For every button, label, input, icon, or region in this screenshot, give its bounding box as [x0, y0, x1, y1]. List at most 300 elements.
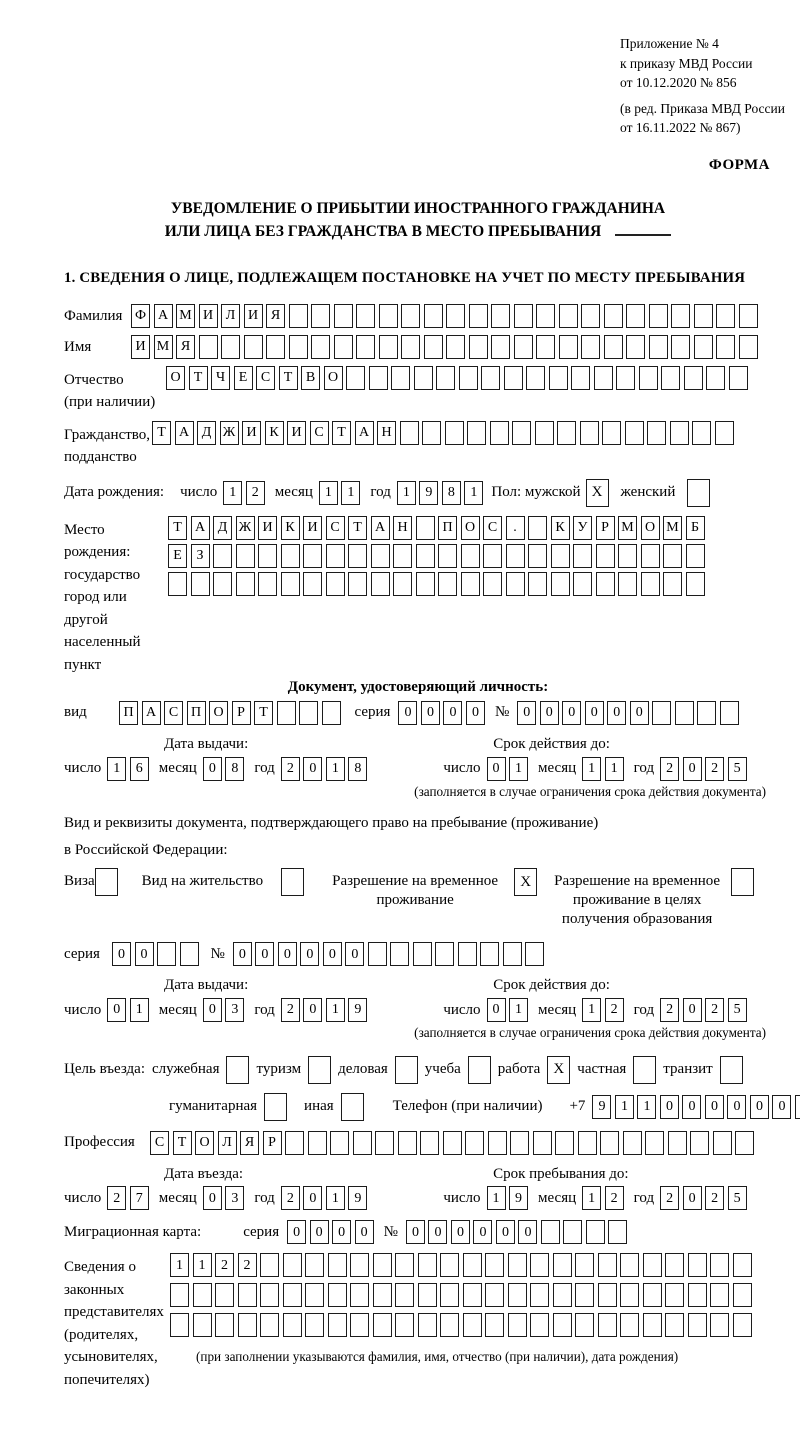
char-box[interactable] — [440, 1253, 459, 1277]
char-box[interactable] — [508, 1253, 527, 1277]
char-box[interactable] — [368, 942, 387, 966]
char-box[interactable] — [463, 1283, 482, 1307]
char-box[interactable] — [649, 335, 668, 359]
char-box[interactable]: 2 — [246, 481, 265, 505]
char-box[interactable] — [598, 1283, 617, 1307]
char-box[interactable] — [563, 1220, 582, 1244]
char-box[interactable]: 9 — [419, 481, 438, 505]
char-box[interactable]: С — [483, 516, 502, 540]
char-box[interactable] — [371, 572, 390, 596]
char-box[interactable]: 0 — [750, 1095, 769, 1119]
char-box[interactable] — [458, 942, 477, 966]
char-box[interactable] — [530, 1253, 549, 1277]
char-box[interactable]: 0 — [630, 701, 649, 725]
char-box[interactable] — [508, 1313, 527, 1337]
char-box[interactable]: 2 — [238, 1253, 257, 1277]
char-box[interactable] — [258, 572, 277, 596]
char-box[interactable]: Д — [213, 516, 232, 540]
char-box[interactable] — [594, 366, 613, 390]
char-box[interactable]: 2 — [281, 1186, 300, 1210]
char-box[interactable] — [413, 942, 432, 966]
char-box[interactable]: 8 — [442, 481, 461, 505]
char-box[interactable] — [348, 544, 367, 568]
char-box[interactable] — [536, 335, 555, 359]
char-box[interactable]: 1 — [170, 1253, 189, 1277]
char-box[interactable] — [281, 572, 300, 596]
char-box[interactable]: Ч — [211, 366, 230, 390]
char-box[interactable]: Т — [332, 421, 351, 445]
char-box[interactable]: А — [371, 516, 390, 540]
char-box[interactable] — [618, 544, 637, 568]
char-box[interactable] — [578, 1131, 597, 1155]
char-box[interactable] — [191, 572, 210, 596]
char-box[interactable] — [528, 516, 547, 540]
char-box[interactable] — [580, 421, 599, 445]
purpose-humanitarian-checkbox[interactable] — [264, 1093, 287, 1121]
char-box[interactable]: 0 — [345, 942, 364, 966]
char-box[interactable] — [440, 1283, 459, 1307]
char-box[interactable] — [170, 1283, 189, 1307]
char-box[interactable] — [438, 544, 457, 568]
char-box[interactable] — [266, 335, 285, 359]
char-box[interactable]: Т — [173, 1131, 192, 1155]
char-box[interactable]: 0 — [355, 1220, 374, 1244]
char-box[interactable] — [710, 1253, 729, 1277]
char-box[interactable]: 1 — [397, 481, 416, 505]
char-box[interactable] — [305, 1313, 324, 1337]
char-box[interactable] — [395, 1313, 414, 1337]
char-box[interactable] — [485, 1313, 504, 1337]
char-box[interactable]: Р — [596, 516, 615, 540]
char-box[interactable] — [170, 1313, 189, 1337]
purpose-private-checkbox[interactable] — [633, 1056, 656, 1084]
char-box[interactable] — [285, 1131, 304, 1155]
char-box[interactable] — [661, 366, 680, 390]
char-box[interactable] — [581, 335, 600, 359]
char-box[interactable]: 2 — [605, 1186, 624, 1210]
char-box[interactable]: 0 — [406, 1220, 425, 1244]
char-box[interactable] — [353, 1131, 372, 1155]
char-box[interactable]: 1 — [326, 1186, 345, 1210]
char-box[interactable] — [283, 1313, 302, 1337]
char-box[interactable]: И — [244, 304, 263, 328]
char-box[interactable] — [686, 544, 705, 568]
char-box[interactable]: 8 — [225, 757, 244, 781]
char-box[interactable] — [334, 335, 353, 359]
char-box[interactable] — [604, 335, 623, 359]
char-box[interactable]: 0 — [443, 701, 462, 725]
char-box[interactable] — [710, 1313, 729, 1337]
char-box[interactable] — [483, 572, 502, 596]
char-box[interactable] — [598, 1313, 617, 1337]
char-box[interactable] — [459, 366, 478, 390]
char-box[interactable]: 9 — [348, 1186, 367, 1210]
char-box[interactable] — [729, 366, 748, 390]
char-box[interactable] — [418, 1253, 437, 1277]
char-box[interactable] — [551, 572, 570, 596]
char-box[interactable] — [311, 335, 330, 359]
char-box[interactable]: А — [154, 304, 173, 328]
char-box[interactable] — [168, 572, 187, 596]
char-box[interactable]: М — [154, 335, 173, 359]
char-box[interactable]: О — [324, 366, 343, 390]
char-box[interactable] — [553, 1283, 572, 1307]
char-box[interactable] — [697, 701, 716, 725]
char-box[interactable] — [485, 1253, 504, 1277]
char-box[interactable] — [438, 572, 457, 596]
char-box[interactable]: С — [164, 701, 183, 725]
char-box[interactable]: И — [242, 421, 261, 445]
char-box[interactable] — [739, 304, 758, 328]
char-box[interactable] — [665, 1283, 684, 1307]
char-box[interactable] — [371, 544, 390, 568]
char-box[interactable] — [480, 942, 499, 966]
char-box[interactable] — [416, 516, 435, 540]
char-box[interactable]: 8 — [348, 757, 367, 781]
char-box[interactable]: 9 — [509, 1186, 528, 1210]
char-box[interactable] — [647, 421, 666, 445]
char-box[interactable]: Т — [348, 516, 367, 540]
char-box[interactable] — [277, 701, 296, 725]
char-box[interactable] — [469, 335, 488, 359]
char-box[interactable] — [528, 544, 547, 568]
char-box[interactable]: 0 — [303, 998, 322, 1022]
char-box[interactable]: 2 — [281, 998, 300, 1022]
char-box[interactable]: 1 — [605, 757, 624, 781]
char-box[interactable] — [281, 544, 300, 568]
char-box[interactable] — [549, 366, 568, 390]
char-box[interactable] — [688, 1253, 707, 1277]
char-box[interactable] — [694, 304, 713, 328]
char-box[interactable]: 0 — [683, 1186, 702, 1210]
char-box[interactable] — [688, 1283, 707, 1307]
char-box[interactable] — [400, 421, 419, 445]
char-box[interactable]: 2 — [281, 757, 300, 781]
char-box[interactable] — [506, 572, 525, 596]
char-box[interactable] — [236, 572, 255, 596]
temp-residence-checkbox[interactable]: X — [514, 868, 537, 896]
char-box[interactable]: 5 — [728, 757, 747, 781]
char-box[interactable] — [514, 304, 533, 328]
char-box[interactable]: 0 — [466, 701, 485, 725]
char-box[interactable]: И — [303, 516, 322, 540]
char-box[interactable] — [573, 544, 592, 568]
char-box[interactable] — [373, 1313, 392, 1337]
char-box[interactable]: К — [265, 421, 284, 445]
char-box[interactable] — [328, 1253, 347, 1277]
char-box[interactable] — [213, 544, 232, 568]
char-box[interactable]: Л — [218, 1131, 237, 1155]
char-box[interactable] — [571, 366, 590, 390]
char-box[interactable] — [641, 544, 660, 568]
char-box[interactable]: 2 — [660, 757, 679, 781]
purpose-transit-checkbox[interactable] — [720, 1056, 743, 1084]
char-box[interactable] — [530, 1313, 549, 1337]
char-box[interactable] — [446, 335, 465, 359]
char-box[interactable] — [260, 1313, 279, 1337]
char-box[interactable]: И — [131, 335, 150, 359]
visa-checkbox[interactable] — [95, 868, 118, 896]
char-box[interactable] — [414, 366, 433, 390]
char-box[interactable] — [463, 1253, 482, 1277]
temp-residence-education-checkbox[interactable] — [731, 868, 754, 896]
char-box[interactable] — [221, 335, 240, 359]
char-box[interactable] — [395, 1253, 414, 1277]
char-box[interactable] — [348, 572, 367, 596]
char-box[interactable]: 0 — [518, 1220, 537, 1244]
char-box[interactable] — [308, 1131, 327, 1155]
char-box[interactable] — [671, 304, 690, 328]
char-box[interactable] — [215, 1283, 234, 1307]
char-box[interactable] — [391, 366, 410, 390]
char-box[interactable]: С — [256, 366, 275, 390]
char-box[interactable] — [483, 544, 502, 568]
char-box[interactable] — [305, 1283, 324, 1307]
char-box[interactable] — [350, 1283, 369, 1307]
char-box[interactable] — [418, 1313, 437, 1337]
char-box[interactable] — [393, 544, 412, 568]
char-box[interactable]: 0 — [107, 998, 126, 1022]
char-box[interactable] — [694, 335, 713, 359]
char-box[interactable] — [424, 304, 443, 328]
char-box[interactable]: Ф — [131, 304, 150, 328]
char-box[interactable]: С — [310, 421, 329, 445]
char-box[interactable] — [289, 304, 308, 328]
char-box[interactable] — [608, 1220, 627, 1244]
char-box[interactable]: 0 — [705, 1095, 724, 1119]
char-box[interactable] — [643, 1283, 662, 1307]
char-box[interactable] — [467, 421, 486, 445]
char-box[interactable]: 1 — [582, 998, 601, 1022]
char-box[interactable]: Я — [240, 1131, 259, 1155]
char-box[interactable] — [326, 544, 345, 568]
char-box[interactable] — [551, 544, 570, 568]
char-box[interactable]: 2 — [705, 1186, 724, 1210]
char-box[interactable]: 1 — [319, 481, 338, 505]
char-box[interactable] — [626, 335, 645, 359]
char-box[interactable] — [401, 304, 420, 328]
char-box[interactable] — [710, 1283, 729, 1307]
char-box[interactable] — [602, 421, 621, 445]
char-box[interactable] — [328, 1283, 347, 1307]
char-box[interactable] — [541, 1220, 560, 1244]
char-box[interactable] — [435, 942, 454, 966]
char-box[interactable]: Т — [254, 701, 273, 725]
char-box[interactable]: 1 — [509, 757, 528, 781]
purpose-official-checkbox[interactable] — [226, 1056, 249, 1084]
char-box[interactable]: О — [195, 1131, 214, 1155]
char-box[interactable] — [618, 572, 637, 596]
char-box[interactable] — [485, 1283, 504, 1307]
char-box[interactable]: 2 — [705, 998, 724, 1022]
char-box[interactable]: З — [191, 544, 210, 568]
char-box[interactable] — [575, 1253, 594, 1277]
char-box[interactable] — [418, 1283, 437, 1307]
char-box[interactable]: К — [281, 516, 300, 540]
char-box[interactable] — [356, 304, 375, 328]
char-box[interactable]: О — [166, 366, 185, 390]
char-box[interactable] — [598, 1253, 617, 1277]
char-box[interactable]: И — [258, 516, 277, 540]
char-box[interactable] — [715, 421, 734, 445]
char-box[interactable] — [506, 544, 525, 568]
char-box[interactable]: П — [438, 516, 457, 540]
char-box[interactable] — [626, 304, 645, 328]
purpose-work-checkbox[interactable]: X — [547, 1056, 570, 1084]
char-box[interactable]: П — [119, 701, 138, 725]
char-box[interactable]: 0 — [487, 757, 506, 781]
char-box[interactable] — [573, 572, 592, 596]
char-box[interactable] — [604, 304, 623, 328]
char-box[interactable] — [581, 304, 600, 328]
char-box[interactable]: 0 — [496, 1220, 515, 1244]
char-box[interactable] — [643, 1253, 662, 1277]
char-box[interactable] — [503, 942, 522, 966]
char-box[interactable]: П — [187, 701, 206, 725]
char-box[interactable]: 0 — [135, 942, 154, 966]
char-box[interactable] — [504, 366, 523, 390]
char-box[interactable] — [720, 701, 739, 725]
char-box[interactable] — [716, 335, 735, 359]
char-box[interactable]: Т — [279, 366, 298, 390]
char-box[interactable]: 2 — [215, 1253, 234, 1277]
char-box[interactable] — [533, 1131, 552, 1155]
char-box[interactable]: 3 — [225, 998, 244, 1022]
char-box[interactable] — [586, 1220, 605, 1244]
char-box[interactable]: 0 — [278, 942, 297, 966]
char-box[interactable] — [436, 366, 455, 390]
char-box[interactable]: 1 — [107, 757, 126, 781]
char-box[interactable] — [625, 421, 644, 445]
sex-male-checkbox[interactable]: X — [586, 479, 609, 507]
char-box[interactable] — [665, 1313, 684, 1337]
char-box[interactable] — [600, 1131, 619, 1155]
char-box[interactable] — [330, 1131, 349, 1155]
char-box[interactable]: Е — [234, 366, 253, 390]
char-box[interactable] — [671, 335, 690, 359]
char-box[interactable] — [461, 544, 480, 568]
char-box[interactable] — [795, 1095, 800, 1119]
char-box[interactable]: 0 — [233, 942, 252, 966]
char-box[interactable]: 0 — [421, 701, 440, 725]
char-box[interactable] — [375, 1131, 394, 1155]
char-box[interactable] — [180, 942, 199, 966]
char-box[interactable]: 1 — [326, 757, 345, 781]
char-box[interactable]: 7 — [130, 1186, 149, 1210]
char-box[interactable] — [641, 572, 660, 596]
char-box[interactable] — [373, 1283, 392, 1307]
char-box[interactable]: И — [199, 304, 218, 328]
char-box[interactable] — [373, 1253, 392, 1277]
char-box[interactable] — [443, 1131, 462, 1155]
char-box[interactable] — [490, 421, 509, 445]
char-box[interactable]: Н — [393, 516, 412, 540]
char-box[interactable]: 1 — [487, 1186, 506, 1210]
char-box[interactable]: О — [209, 701, 228, 725]
char-box[interactable]: 6 — [130, 757, 149, 781]
char-box[interactable]: Т — [168, 516, 187, 540]
char-box[interactable]: К — [551, 516, 570, 540]
char-box[interactable] — [416, 544, 435, 568]
char-box[interactable] — [733, 1313, 752, 1337]
char-box[interactable]: 1 — [582, 757, 601, 781]
char-box[interactable]: 0 — [585, 701, 604, 725]
char-box[interactable] — [557, 421, 576, 445]
char-box[interactable]: 0 — [540, 701, 559, 725]
purpose-study-checkbox[interactable] — [468, 1056, 491, 1084]
char-box[interactable]: А — [142, 701, 161, 725]
char-box[interactable] — [508, 1283, 527, 1307]
char-box[interactable] — [328, 1313, 347, 1337]
char-box[interactable]: 0 — [428, 1220, 447, 1244]
char-box[interactable] — [491, 304, 510, 328]
char-box[interactable]: В — [301, 366, 320, 390]
char-box[interactable]: 0 — [303, 1186, 322, 1210]
char-box[interactable] — [690, 1131, 709, 1155]
char-box[interactable]: Н — [377, 421, 396, 445]
char-box[interactable] — [193, 1283, 212, 1307]
char-box[interactable] — [303, 544, 322, 568]
char-box[interactable] — [395, 1283, 414, 1307]
char-box[interactable]: Т — [152, 421, 171, 445]
char-box[interactable]: 0 — [683, 998, 702, 1022]
char-box[interactable]: О — [461, 516, 480, 540]
char-box[interactable]: 1 — [464, 481, 483, 505]
char-box[interactable] — [424, 335, 443, 359]
char-box[interactable] — [596, 572, 615, 596]
char-box[interactable] — [238, 1313, 257, 1337]
char-box[interactable]: 3 — [225, 1186, 244, 1210]
char-box[interactable] — [303, 572, 322, 596]
char-box[interactable] — [390, 942, 409, 966]
char-box[interactable]: 9 — [592, 1095, 611, 1119]
char-box[interactable] — [157, 942, 176, 966]
char-box[interactable] — [289, 335, 308, 359]
char-box[interactable] — [199, 335, 218, 359]
char-box[interactable] — [416, 572, 435, 596]
char-box[interactable] — [530, 1283, 549, 1307]
char-box[interactable] — [684, 366, 703, 390]
char-box[interactable]: А — [191, 516, 210, 540]
char-box[interactable] — [465, 1131, 484, 1155]
char-box[interactable]: 0 — [287, 1220, 306, 1244]
char-box[interactable] — [283, 1253, 302, 1277]
char-box[interactable]: Е — [168, 544, 187, 568]
char-box[interactable] — [258, 544, 277, 568]
char-box[interactable] — [398, 1131, 417, 1155]
char-box[interactable]: 0 — [517, 701, 536, 725]
char-box[interactable] — [688, 1313, 707, 1337]
char-box[interactable] — [283, 1283, 302, 1307]
char-box[interactable] — [526, 366, 545, 390]
char-box[interactable] — [643, 1313, 662, 1337]
char-box[interactable]: С — [150, 1131, 169, 1155]
char-box[interactable] — [716, 304, 735, 328]
char-box[interactable]: 1 — [193, 1253, 212, 1277]
char-box[interactable] — [575, 1313, 594, 1337]
char-box[interactable]: 0 — [473, 1220, 492, 1244]
char-box[interactable] — [469, 304, 488, 328]
char-box[interactable]: А — [175, 421, 194, 445]
char-box[interactable] — [620, 1283, 639, 1307]
char-box[interactable] — [616, 366, 635, 390]
char-box[interactable] — [260, 1283, 279, 1307]
char-box[interactable] — [623, 1131, 642, 1155]
char-box[interactable] — [481, 366, 500, 390]
char-box[interactable]: 0 — [332, 1220, 351, 1244]
char-box[interactable] — [559, 304, 578, 328]
char-box[interactable] — [350, 1313, 369, 1337]
